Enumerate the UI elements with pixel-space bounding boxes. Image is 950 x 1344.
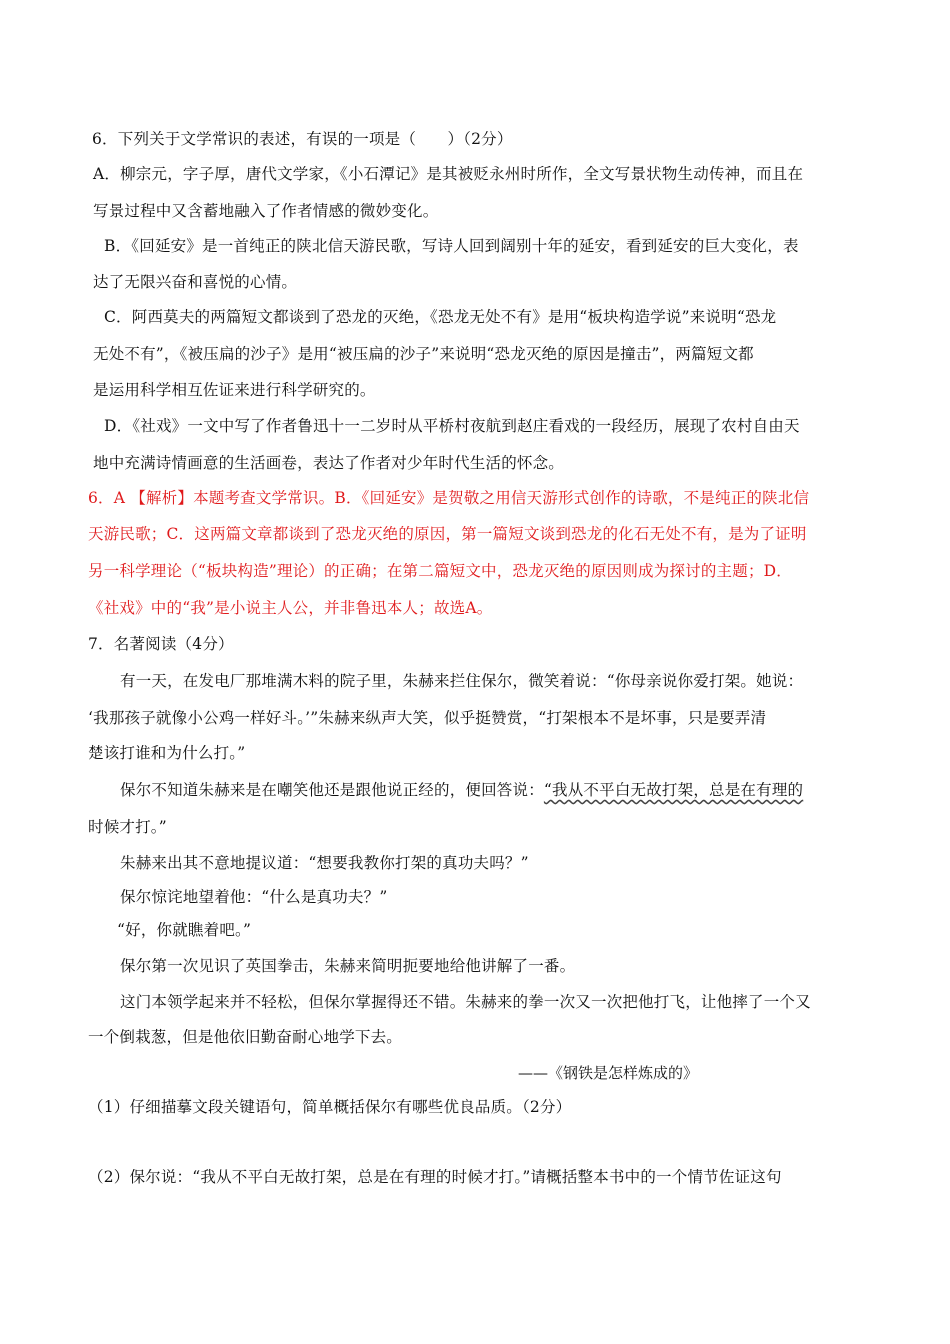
passage-source: ——《钢铁是怎样炼成的》 bbox=[518, 1064, 699, 1082]
question-7-stem: 7．名著阅读（4分） bbox=[88, 635, 234, 653]
passage-line-3: 楚该打谁和为什么打。” bbox=[88, 744, 246, 762]
option-a-line-1: A．柳宗元，字子厚，唐代文学家，《小石潭记》是其被贬永州时所作，全文写景状物生动传神，而且在 bbox=[93, 165, 804, 183]
passage-line-4 bbox=[120, 780, 803, 800]
answer-line-3: 另一科学理论（“板块构造”理论）的正确；在第二篇短文中，恐龙灭绝的原因则成为探讨的主题；D． bbox=[88, 562, 792, 580]
passage-line-2: ‘我那孩子就像小公鸡一样好斗。’”朱赫来纵声大笑，似乎挺赞赏，“打架根本不是坏事，只是要弄清 bbox=[88, 709, 767, 727]
option-a-line-2: 写景过程中又含蓄地融入了作者情感的微妙变化。 bbox=[93, 202, 439, 220]
answer-line-4: 《社戏》中的“我”是小说主人公，并非鲁迅本人；故选A。 bbox=[88, 599, 493, 617]
answer-line-2: 天游民歌；C．这两篇文章都谈到了恐龙灭绝的原因，第一篇短文谈到恐龙的化石无处不有，是为了证明 bbox=[88, 525, 807, 543]
question-6-stem: 6．下列关于文学常识的表述，有误的一项是（ ）（2分） bbox=[92, 130, 513, 148]
passage-line-8: “好，你就瞧着吧。” bbox=[117, 921, 252, 939]
passage-line-5: 时候才打。” bbox=[88, 818, 167, 836]
option-b-line-1: B．《回延安》是一首纯正的陕北信天游民歌，写诗人回到阔别十年的延安，看到延安的巨大变化，表 bbox=[104, 237, 799, 255]
option-c-line-1: C．阿西莫夫的两篇短文都谈到了恐龙的灭绝，《恐龙无处不有》是用“板块构造学说”来说明“恐龙 bbox=[104, 308, 777, 326]
passage-line-9: 保尔第一次见识了英国拳击，朱赫来简明扼要地给他讲解了一番。 bbox=[120, 957, 576, 975]
passage-line-10: 这门本领学起来并不轻松，但保尔掌握得还不错。朱赫来的拳一次又一次把他打飞，让他摔了一个又 bbox=[120, 993, 811, 1011]
passage-line-1: 有一天，在发电厂那堆满木料的院子里，朱赫来拦住保尔，微笑着说：“你母亲说你爱打架。她说： bbox=[120, 672, 804, 690]
sub-question-1: （1）仔细描摹文段关键语句，简单概括保尔有哪些优良品质。（2分） bbox=[88, 1098, 572, 1116]
passage-line-6: 朱赫来出其不意地提议道：“想要我教你打架的真功夫吗？” bbox=[120, 854, 529, 872]
option-d-line-1: D．《社戏》一文中写了作者鲁迅十一二岁时从平桥村夜航到赵庄看戏的一段经历，展现了农村自由天 bbox=[104, 417, 800, 435]
answer-line-1: 6．A 【解析】本题考查文学常识。B．《回延安》是贺敬之用信天游形式创作的诗歌，不是纯正的陕北信 bbox=[88, 489, 810, 507]
passage-line-4-text: 保尔不知道朱赫来是在嘲笑他还是跟他说正经的，便回答说： bbox=[120, 781, 544, 799]
key-sentence-underlined: “我从不平白无故打架，总是在有理的 bbox=[543, 781, 804, 799]
passage-line-11: 一个倒栽葱，但是他依旧勤奋耐心地学下去。 bbox=[88, 1028, 403, 1046]
option-c-line-2: 无处不有”，《被压扁的沙子》是用“被压扁的沙子”来说明“恐龙灭绝的原因是撞击”，两篇短文都 bbox=[93, 345, 754, 363]
option-b-line-2: 达了无限兴奋和喜悦的心情。 bbox=[93, 273, 298, 291]
sub-question-2: （2）保尔说：“我从不平白无故打架，总是在有理的时候才打。”请概括整本书中的一个情节佐证这句 bbox=[88, 1168, 782, 1186]
passage-line-7: 保尔惊诧地望着他：“什么是真功夫？” bbox=[120, 888, 388, 906]
option-d-line-2: 地中充满诗情画意的生活画卷，表达了作者对少年时代生活的怀念。 bbox=[93, 454, 565, 472]
option-c-line-3: 是运用科学相互佐证来进行科学研究的。 bbox=[93, 381, 376, 399]
